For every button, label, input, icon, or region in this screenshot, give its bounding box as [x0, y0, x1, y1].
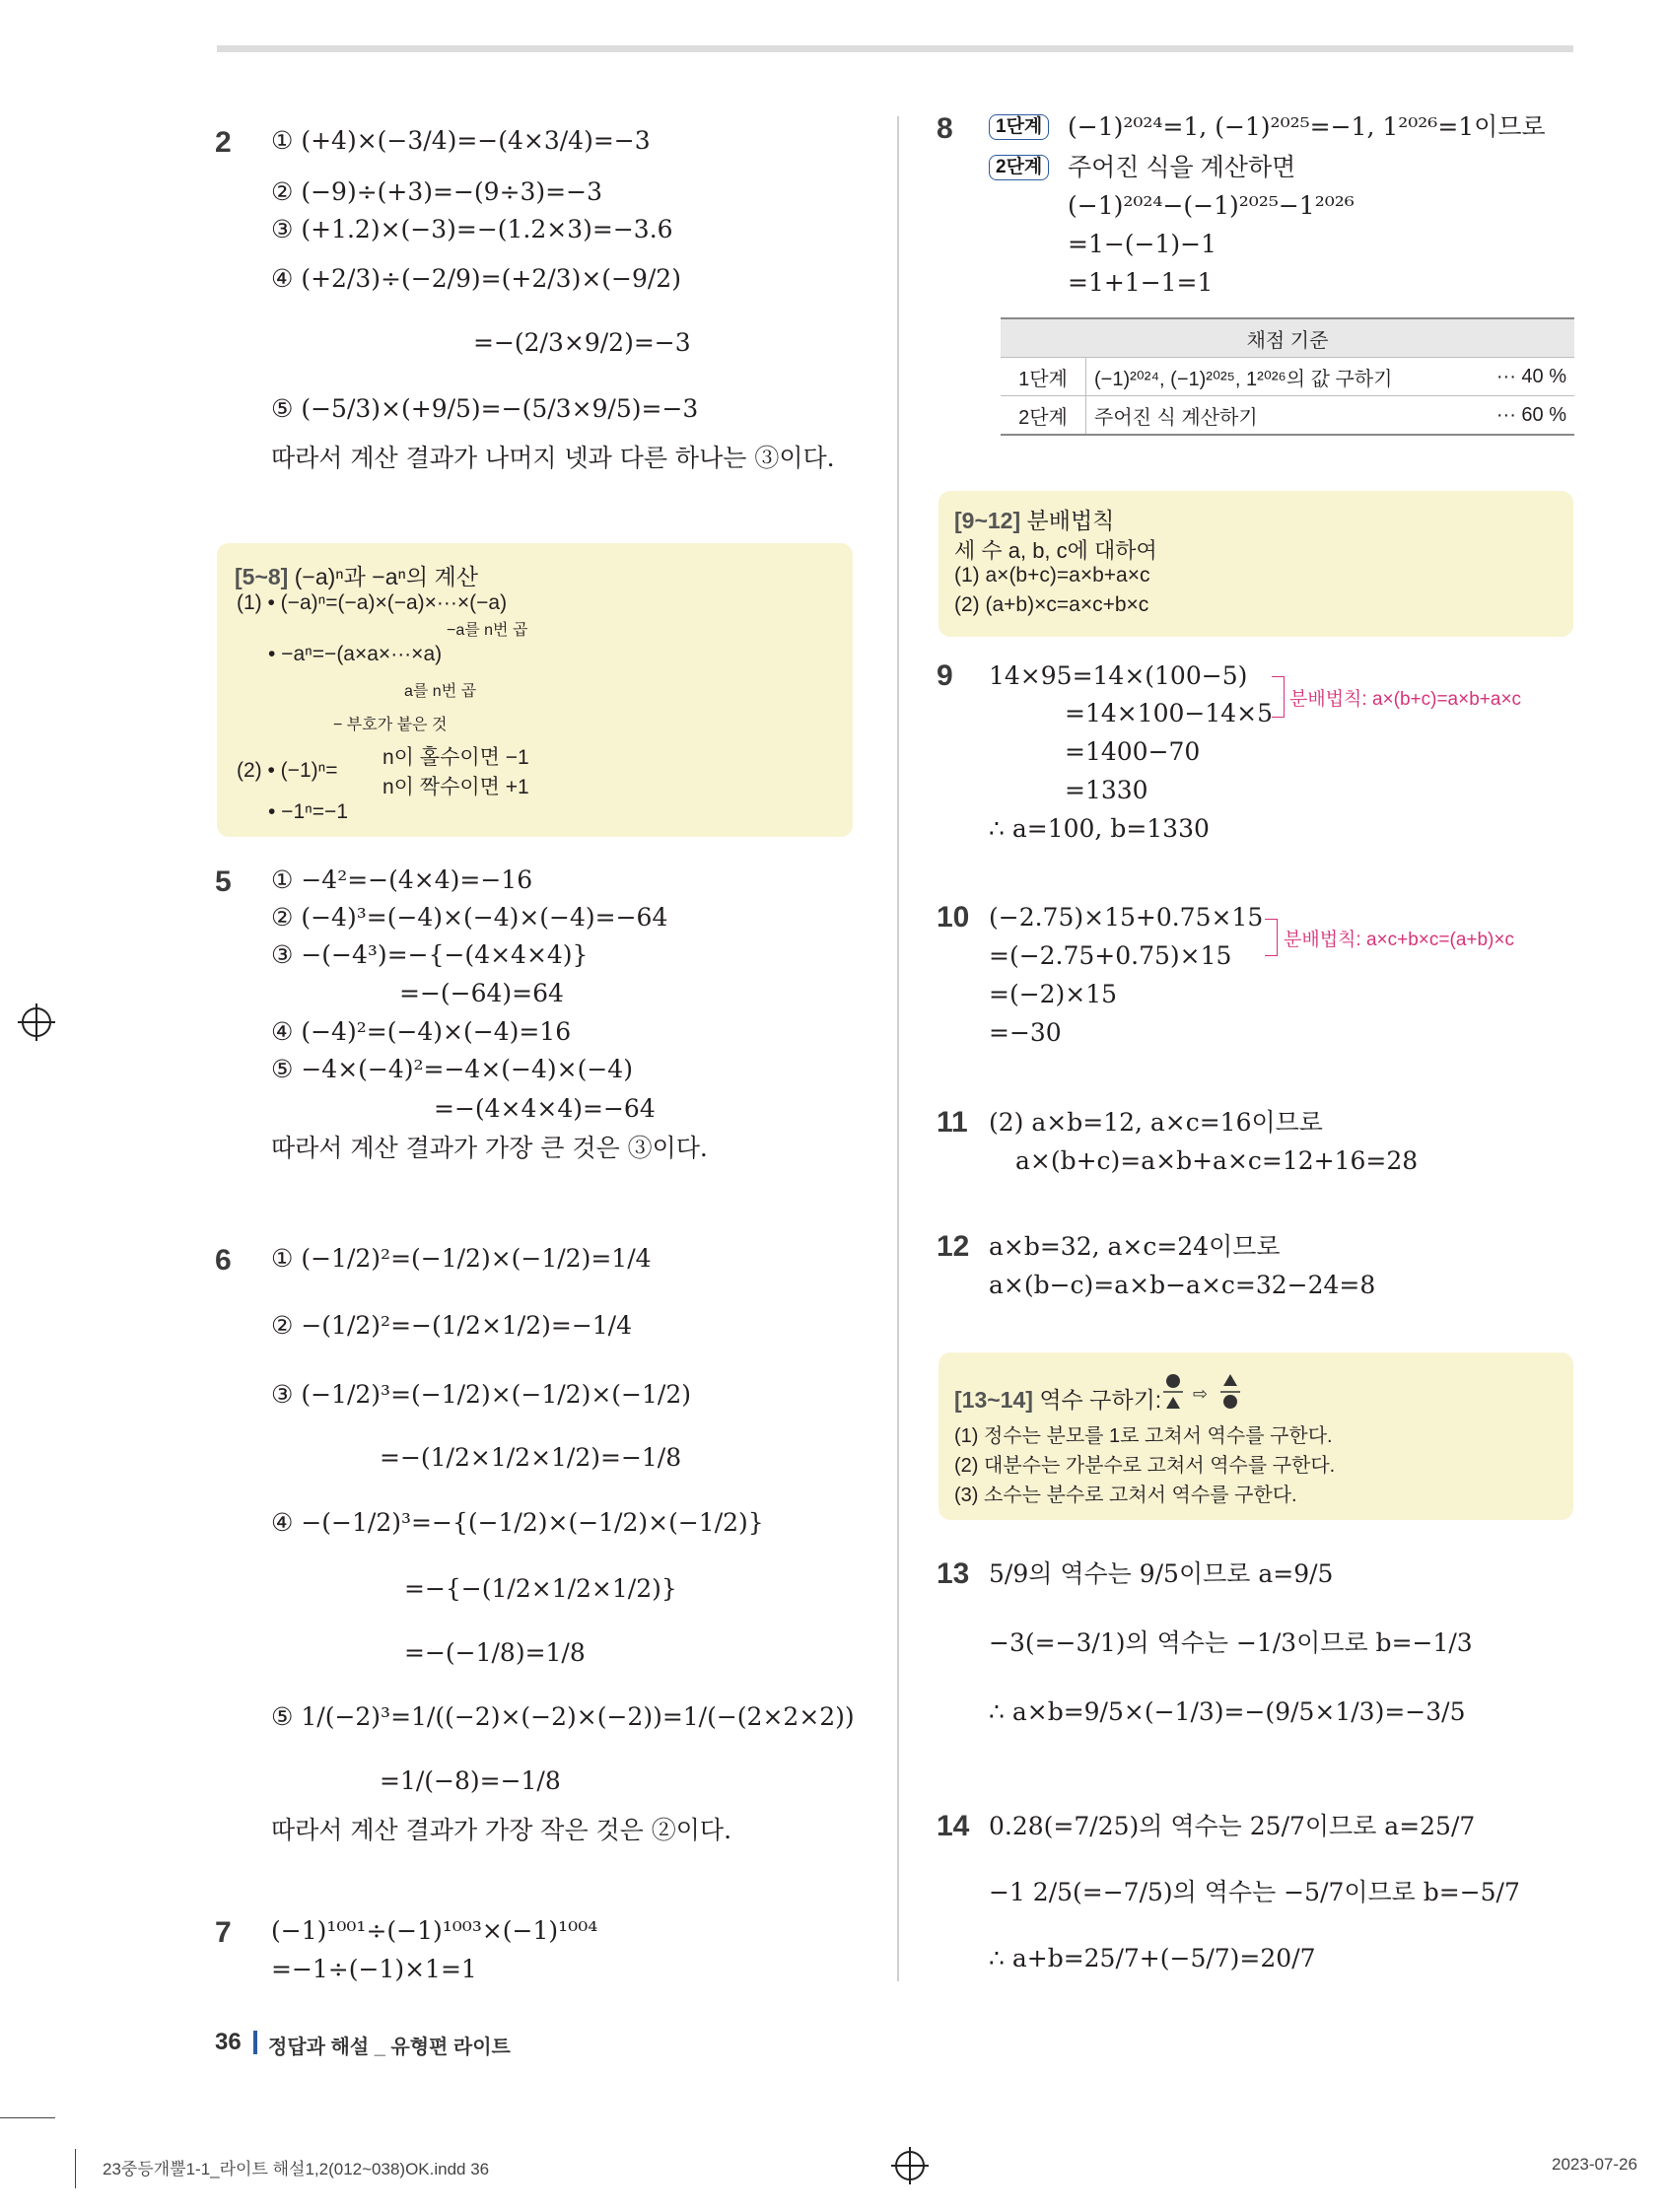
step2-tag-label: 2단계: [989, 155, 1049, 180]
p14-line-2: −1 2/5(=−7/5)의 역수는 −5/7이므로 b=−5/7: [989, 1878, 1520, 1906]
p8-line-2: =1−(−1)−1: [1068, 230, 1217, 258]
p9-line-5: ∴ a=100, b=1330: [989, 814, 1210, 843]
box-13-14-line-2: (2) 대분수는 가분수로 고쳐서 역수를 구한다.: [954, 1455, 1336, 1477]
p5-line-7: =−(4×4×4)=−64: [434, 1094, 656, 1123]
box-5-8-title-num: [5~8]: [235, 564, 289, 589]
grading-header: 채점 기준: [1001, 318, 1574, 358]
p13-line-1: 5/9의 역수는 9/5이므로 a=9/5: [989, 1559, 1334, 1588]
p10-bracket: [1265, 919, 1278, 956]
p2-line-5: =−(2/3×9/2)=−3: [473, 328, 691, 357]
print-date: 2023-07-26: [1552, 2155, 1637, 2174]
registration-mark-bottom: [895, 2151, 925, 2180]
grading-row: [1001, 358, 1574, 396]
box-13-14-line-3: (3) 소수는 분수로 고쳐서 역수를 구한다.: [954, 1485, 1297, 1506]
box-5-8-title-text: (−a)ⁿ과 −aⁿ의 계산: [294, 564, 478, 589]
p8-step2: 주어진 식을 계산하면: [1068, 154, 1296, 181]
p13-line-3: ∴ a×b=9/5×(−1/3)=−(9/5×1/3)=−3/5: [989, 1697, 1466, 1726]
p13-line-2: −3(=−3/1)의 역수는 −1/3이므로 b=−1/3: [989, 1628, 1473, 1657]
problem-number-12: 12: [937, 1230, 970, 1263]
reciprocal-shapes-icon: [1159, 1370, 1254, 1417]
box-13-14-line-1: (1) 정수는 분모를 1로 고쳐서 역수를 구한다.: [954, 1425, 1333, 1447]
p2-conclusion: 따라서 계산 결과가 나머지 넷과 다른 하나는 ③이다.: [271, 444, 835, 472]
p10-line-1: (−2.75)×15+0.75×15: [989, 903, 1264, 932]
p10-line-3: =(−2)×15: [989, 980, 1118, 1008]
box-5-8-line-2: • −aⁿ=−(a×a×···×a): [268, 643, 443, 665]
p11-line-1: (2) a×b=12, a×c=16이므로: [989, 1108, 1323, 1137]
problem-number-10: 10: [937, 901, 970, 933]
p2-line-3: ③ (+1.2)×(−3)=−(1.2×3)=−3.6: [271, 215, 673, 243]
grading-step-1: 1단계: [1001, 358, 1086, 396]
p9-line-1: 14×95=14×(100−5): [989, 661, 1248, 690]
problem-number-5: 5: [215, 865, 232, 898]
box-9-12-line-1: 세 수 a, b, c에 대하여: [954, 538, 1157, 563]
p6-line-8: ⑤ 1/(−2)³=1/((−2)×(−2)×(−2))=1/(−(2×2×2)): [271, 1702, 855, 1731]
p2-line-2: ② (−9)÷(+3)=−(9÷3)=−3: [271, 177, 602, 206]
p11-line-2: a×(b+c)=a×b+a×c=12+16=28: [1015, 1146, 1419, 1175]
box-13-14-title: [954, 1382, 1161, 1415]
p5-line-4: =−(−64)=64: [399, 979, 564, 1007]
p9-line-3: =1400−70: [1065, 737, 1201, 766]
p10-line-2: =(−2.75+0.75)×15: [989, 941, 1232, 970]
grading-pct-1: ··· 40 %: [1480, 358, 1574, 396]
p9-note: 분배법칙: a×(b+c)=a×b+a×c: [1289, 689, 1522, 710]
step1-tag-label: 1단계: [989, 114, 1049, 140]
box-5-8-line-2-sign: − 부호가 붙은 것: [333, 717, 448, 733]
p5-line-3: ③ −(−4³)=−{−(4×4×4)}: [271, 940, 589, 969]
p5-line-2: ② (−4)³=(−4)×(−4)×(−4)=−64: [271, 903, 668, 932]
p5-line-6: ⑤ −4×(−4)²=−4×(−4)×(−4): [271, 1055, 633, 1083]
p5-line-1: ① −4²=−(4×4)=−16: [271, 865, 533, 894]
problem-number-7: 7: [215, 1916, 232, 1949]
box-5-8-line-4: • −1ⁿ=−1: [268, 800, 348, 823]
problem-number-13: 13: [937, 1557, 970, 1590]
trim-mark-left: [0, 2117, 55, 2118]
step1-tag: [989, 114, 1049, 140]
grading-pct-2: ··· 60 %: [1480, 396, 1574, 436]
p8-line-1: (−1)²⁰²⁴−(−1)²⁰²⁵−1²⁰²⁶: [1068, 191, 1355, 220]
problem-number-2: 2: [215, 126, 232, 159]
p6-line-6: =−{−(1/2×1/2×1/2)}: [404, 1574, 677, 1603]
footer-title: 정답과 해설 _ 유형편 라이트: [268, 2037, 511, 2058]
registration-mark-left: [22, 1007, 51, 1037]
problem-number-11: 11: [937, 1106, 968, 1139]
box-5-8-title: [235, 559, 478, 591]
problem-number-9: 9: [937, 659, 953, 692]
p6-line-3: ③ (−1/2)³=(−1/2)×(−1/2)×(−1/2): [271, 1380, 691, 1409]
problem-number-8: 8: [937, 112, 953, 145]
box-9-12-line-3: (2) (a+b)×c=a×c+b×c: [954, 593, 1149, 616]
p5-conclusion: 따라서 계산 결과가 가장 큰 것은 ③이다.: [271, 1134, 708, 1162]
problem-number-14: 14: [937, 1810, 970, 1842]
box-5-8-line-3-even: n이 짝수이면 +1: [382, 776, 529, 798]
box-5-8-line-2-note: a를 n번 곱: [404, 683, 477, 700]
step2-tag: [989, 155, 1049, 180]
grading-desc-1: (−1)²⁰²⁴, (−1)²⁰²⁵, 1²⁰²⁶의 값 구하기: [1086, 358, 1481, 396]
p7-line-1: (−1)¹⁰⁰¹÷(−1)¹⁰⁰³×(−1)¹⁰⁰⁴: [271, 1916, 598, 1945]
p6-line-2: ② −(1/2)²=−(1/2×1/2)=−1/4: [271, 1311, 633, 1340]
p8-line-3: =1+1−1=1: [1068, 268, 1214, 297]
p2-line-1: ① (+4)×(−3/4)=−(4×3/4)=−3: [271, 126, 651, 155]
p14-line-1: 0.28(=7/25)의 역수는 25/7이므로 a=25/7: [989, 1812, 1476, 1840]
footer-accent-bar: [253, 2031, 257, 2054]
box-13-14-title-num: [13~14]: [954, 1387, 1033, 1413]
grading-step-2: 2단계: [1001, 396, 1086, 436]
svg-text:⇨: ⇨: [1193, 1384, 1209, 1405]
p12-line-2: a×(b−c)=a×b−a×c=32−24=8: [989, 1271, 1376, 1299]
p6-line-5: ④ −(−1/2)³=−{(−1/2)×(−1/2)×(−1/2)}: [271, 1508, 764, 1537]
p9-bracket: [1272, 676, 1285, 718]
p7-line-2: =−1÷(−1)×1=1: [271, 1955, 477, 1983]
p2-line-4: ④ (+2/3)÷(−2/9)=(+2/3)×(−9/2): [271, 264, 681, 293]
grading-table: [1001, 317, 1574, 436]
trim-mark-bottom: [75, 2149, 76, 2188]
grading-row: [1001, 396, 1574, 436]
p5-line-5: ④ (−4)²=(−4)×(−4)=16: [271, 1017, 572, 1046]
column-divider: [897, 116, 899, 1981]
p9-line-4: =1330: [1065, 776, 1148, 804]
page-number: 36: [215, 2029, 242, 2055]
p10-line-4: =−30: [989, 1018, 1062, 1047]
top-rule: [217, 45, 1573, 52]
p14-line-3: ∴ a+b=25/7+(−5/7)=20/7: [989, 1944, 1316, 1972]
p6-line-9: =1/(−8)=−1/8: [380, 1766, 561, 1795]
p6-line-4: =−(1/2×1/2×1/2)=−1/8: [380, 1443, 682, 1472]
box-9-12-title-text: 분배법칙: [1026, 508, 1115, 533]
p2-line-6: ⑤ (−5/3)×(+9/5)=−(5/3×9/5)=−3: [271, 394, 699, 423]
box-5-8-line-3: (2) • (−1)ⁿ=: [237, 759, 338, 782]
p6-line-7: =−(−1/8)=1/8: [404, 1638, 586, 1667]
grading-desc-2: 주어진 식 계산하기: [1086, 396, 1481, 436]
p9-line-2: =14×100−14×5: [1065, 699, 1274, 727]
print-file-info: 23중등개뿔1-1_라이트 해설1,2(012~038)OK.indd 36: [103, 2160, 490, 2178]
problem-number-6: 6: [215, 1244, 232, 1277]
grading-header-row: [1001, 318, 1574, 358]
p8-step1: (−1)²⁰²⁴=1, (−1)²⁰²⁵=−1, 1²⁰²⁶=1이므로: [1068, 112, 1546, 141]
box-9-12-line-2: (1) a×(b+c)=a×b+a×c: [954, 564, 1150, 587]
p6-conclusion: 따라서 계산 결과가 가장 작은 것은 ②이다.: [271, 1816, 732, 1844]
box-5-8-line-3-odd: n이 홀수이면 −1: [382, 746, 529, 769]
box-5-8-line-1-note: −a를 n번 곱: [447, 622, 528, 639]
box-13-14-title-text: 역수 구하기:: [1039, 1387, 1162, 1413]
box-9-12-title-num: [9~12]: [954, 508, 1021, 533]
p12-line-1: a×b=32, a×c=24이므로: [989, 1232, 1281, 1261]
box-5-8-line-1: (1) • (−a)ⁿ=(−a)×(−a)×···×(−a): [237, 591, 508, 614]
box-9-12-title: [954, 503, 1114, 535]
p6-line-1: ① (−1/2)²=(−1/2)×(−1/2)=1/4: [271, 1244, 652, 1273]
p10-note: 분배법칙: a×c+b×c=(a+b)×c: [1284, 930, 1514, 950]
